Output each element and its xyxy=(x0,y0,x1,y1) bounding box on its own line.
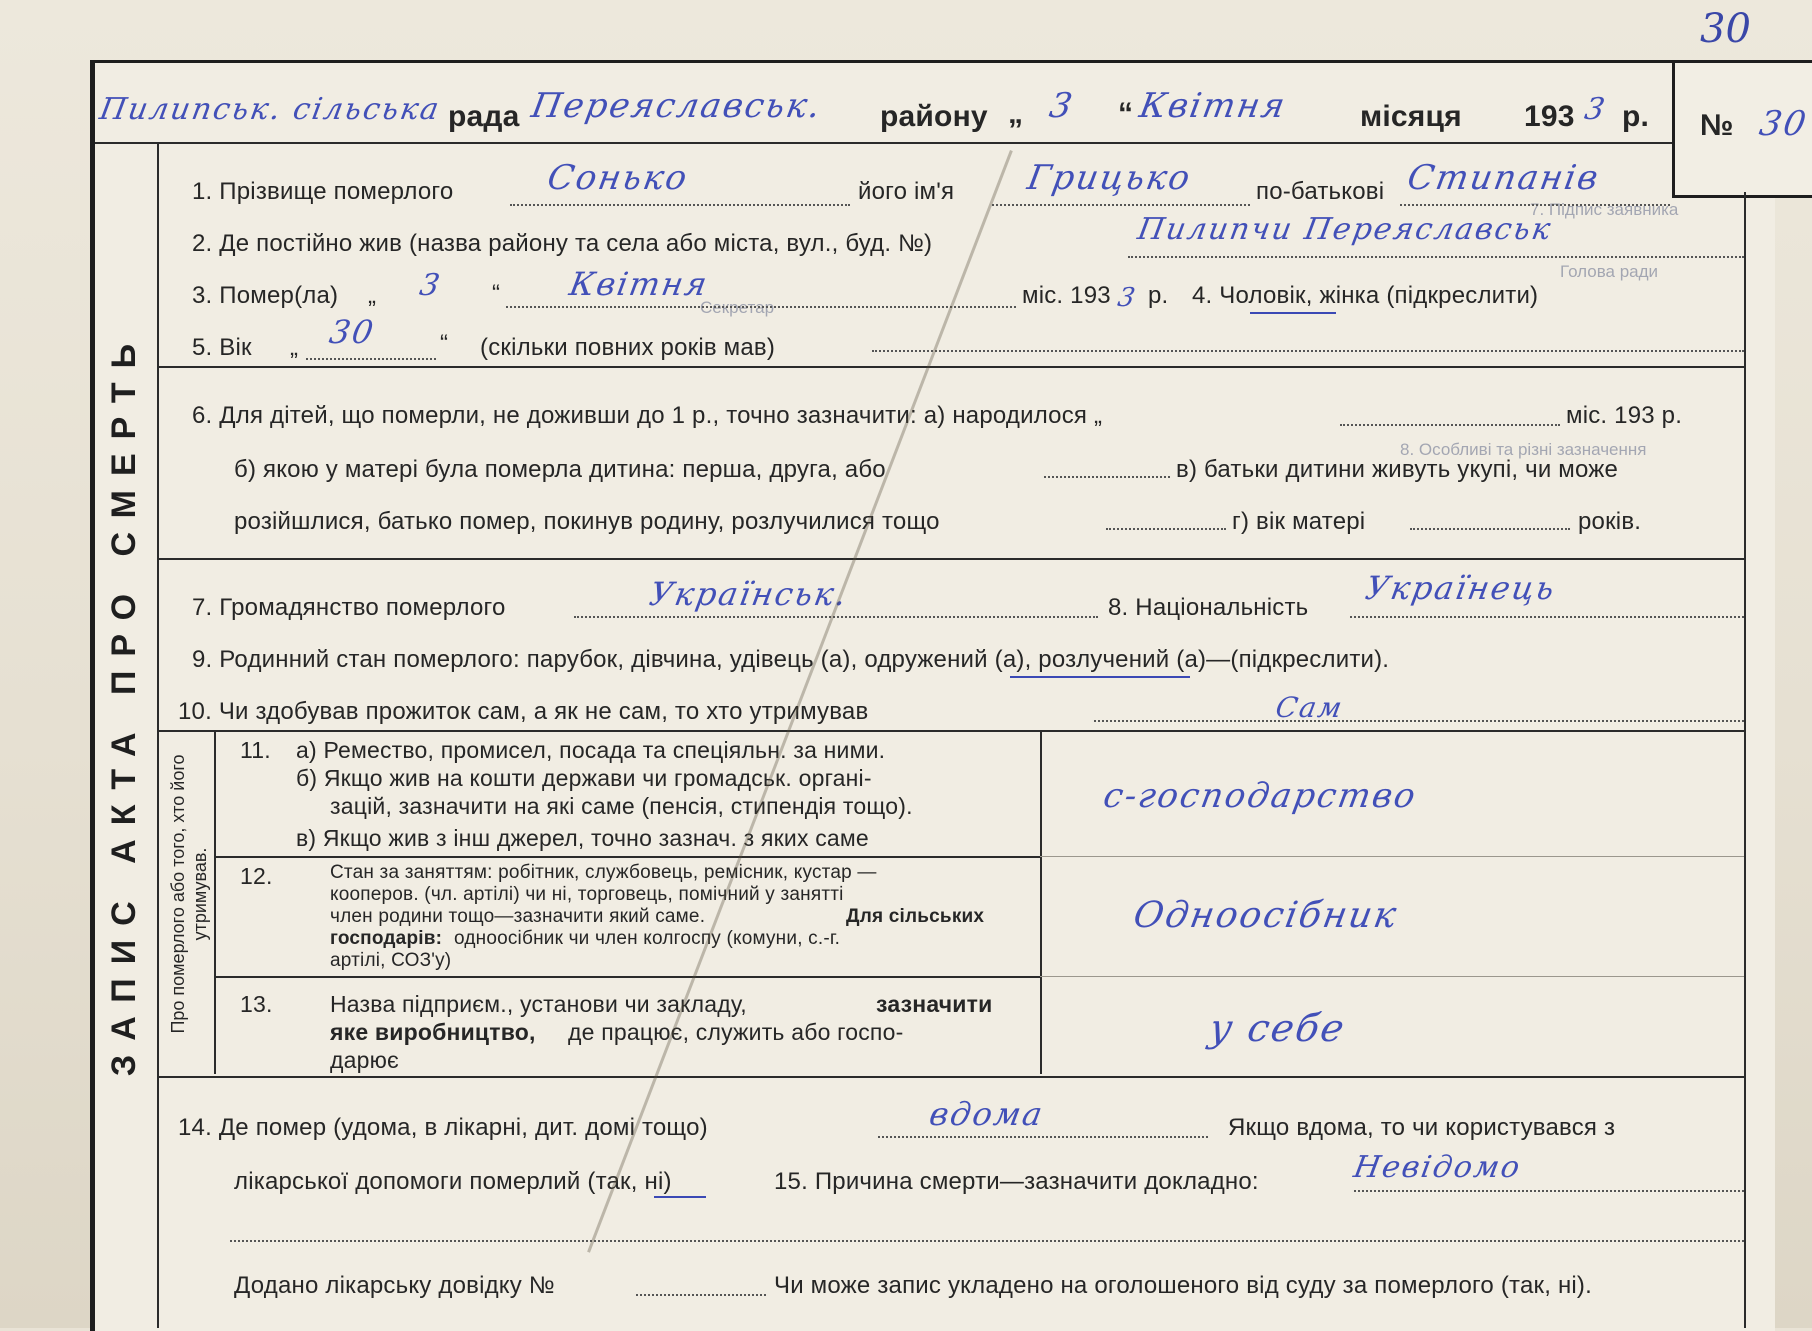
f6-line2-dots xyxy=(1044,476,1170,478)
f5-note-line xyxy=(872,350,1744,352)
f12-value: Одноосібник xyxy=(1130,895,1402,936)
f10-value: Сам xyxy=(1273,691,1347,724)
footer-attached-cert: Додано лікарську довідку № xyxy=(234,1272,555,1299)
f6-line2a: б) якою у матері була померла дитина: перша, друга, або xyxy=(234,456,886,483)
number-label: № xyxy=(1700,109,1734,142)
f12-l3a: член родини тощо—зазначити який саме. xyxy=(330,906,706,927)
f1-name: Грицько xyxy=(1024,158,1195,198)
bleed-text-3: Секретар xyxy=(700,298,775,317)
f3-r: р. xyxy=(1148,282,1169,309)
right-border xyxy=(1744,192,1746,1328)
f11-b2: зацій, зазначити на які саме (пенсія, стипендія тощо). xyxy=(330,793,913,819)
page-number: 30 xyxy=(1700,6,1751,52)
f9-label: 9. Родинний стан померлого: парубок, дівчина, удівець (а), одружений (а), розлучений (а)—(підкреслити). xyxy=(192,646,1390,673)
f5-quote-open: „ xyxy=(290,334,299,361)
f6-line3b: г) вік матері xyxy=(1232,508,1366,535)
f2-line xyxy=(1128,256,1744,258)
f3-label: 3. Помер(ла) xyxy=(192,282,339,309)
f1-name-line xyxy=(992,204,1250,206)
f10-label: 10. Чи здобував прожиток сам, а як не сам, то хто утримував xyxy=(178,698,869,725)
f10-line xyxy=(1094,720,1744,722)
f8-label: 8. Національність xyxy=(1108,594,1309,621)
f11-b1: б) Якщо жив на кошти держави чи громадськ. органі- xyxy=(296,765,872,791)
f5-quote-close: “ xyxy=(440,330,449,357)
f3-day: 3 xyxy=(417,268,445,303)
day-handwritten: 3 xyxy=(1046,86,1078,126)
f5-note: (скільки повних років мав) xyxy=(480,334,776,361)
f6-line3a: розійшлися, батько помер, покинув родину, розлучилися тощо xyxy=(234,508,940,535)
f2-label: 2. Де постійно жив (назва району та села або міста, вул., буд. №) xyxy=(192,230,933,257)
f13-value: у себе xyxy=(1206,1006,1350,1050)
divider-4 xyxy=(159,1076,1744,1078)
f15-line xyxy=(1354,1190,1744,1192)
year-label: 193 xyxy=(1524,100,1575,133)
f14-tail: Якщо вдома, то чи користувався з xyxy=(1228,1114,1616,1141)
bleed-text-4: 8. Особливі та різні зазначення xyxy=(1400,440,1647,459)
f11-num: 11. xyxy=(240,737,271,763)
f12-l4a: господарів: xyxy=(330,928,443,949)
f15-value: Невідомо xyxy=(1351,1150,1525,1185)
f1-patronymic: Стипанів xyxy=(1404,158,1603,198)
f8-line xyxy=(1350,616,1744,618)
rada-label: рада xyxy=(448,100,520,133)
bleed-text-1: 7. Підпис заявника xyxy=(1530,200,1679,219)
f15-label: 15. Причина смерти—зазначити докладно: xyxy=(774,1168,1259,1195)
f6-line3c: років. xyxy=(1578,508,1642,535)
f14-value: вдома xyxy=(926,1095,1048,1133)
month-label: місяця xyxy=(1360,100,1462,133)
f11-c: в) Якщо жив з інш джерел, точно зазнач. з яких саме xyxy=(296,825,869,851)
f11-rule xyxy=(1040,856,1744,857)
subtable-side xyxy=(159,730,214,1074)
f13-l1a: Назва підприєм., установи чи закладу, xyxy=(330,991,747,1017)
f6-line1-end: міс. 193 р. xyxy=(1566,402,1683,429)
f6-line3-dots xyxy=(1106,528,1226,530)
rayon-label: району xyxy=(880,100,988,133)
f4-underline-male xyxy=(1250,312,1336,314)
f3-quote-open: „ xyxy=(368,282,377,309)
subtable-mid-border xyxy=(1040,730,1042,1074)
f2-value: Пилипчи Переяславськ xyxy=(1135,212,1555,247)
side-title: ЗАПИС АКТА ПРО СМЕРТЬ xyxy=(105,329,143,1077)
f12-l2: кооперов. (чл. артілі) чи ні, торговець, помічний у занятті xyxy=(330,884,844,905)
f9-underline-married xyxy=(1010,676,1190,678)
f3-quote-close: “ xyxy=(492,280,501,307)
f3-mis: міс. 193 xyxy=(1022,282,1111,309)
f3-year-digit: 3 xyxy=(1115,283,1140,313)
footer-court-question: Чи може запис укладено на оголошеного від суду за померлого (так, ні). xyxy=(774,1272,1592,1299)
f13-l2a: яке виробництво, xyxy=(330,1019,536,1045)
f14-label: 14. Де помер (удома, в лікарні, дит. домі тощо) xyxy=(178,1114,708,1141)
header-divider xyxy=(95,142,1672,144)
f13-l1b: зазначити xyxy=(876,991,993,1017)
f12-l5: артілі, СОЗ'у) xyxy=(330,950,452,971)
f12-l1: Стан за заняттям: робітник, службовець, ремісник, кустар — xyxy=(330,862,877,883)
f1-surname-line xyxy=(510,204,850,206)
f1-label: 1. Прізвище померлого xyxy=(192,178,454,205)
f11-value: с-господарство xyxy=(1100,776,1421,816)
f13-l3: дарює xyxy=(330,1047,399,1073)
quote-open: „ xyxy=(1008,97,1024,130)
f1-surname: Сонько xyxy=(544,158,692,198)
f12-num: 12. xyxy=(240,863,273,889)
f3-month-line xyxy=(506,306,1016,308)
number-handwritten: 30 xyxy=(1756,104,1811,144)
blank-line xyxy=(230,1240,1744,1242)
f6-mother-age-line xyxy=(1410,528,1570,530)
f11-a: а) Ремество, промисел, посада та спеціяльн. за ними. xyxy=(296,737,886,763)
f6-line1: 6. Для дітей, що померли, не доживши до 1 р., точно зазначити: а) народилося „ xyxy=(192,402,1103,429)
f6-date-line xyxy=(1340,424,1560,426)
divider-12-13 xyxy=(214,976,1040,978)
f3-month: Квітня xyxy=(566,265,712,303)
f7-line xyxy=(574,616,1098,618)
f14-line xyxy=(878,1136,1208,1138)
divider-1 xyxy=(159,366,1744,368)
f14-underline-yes xyxy=(654,1196,706,1198)
f7-value: Українськ. xyxy=(646,575,852,613)
f13-l2b: де працює, служить або госпо- xyxy=(568,1019,904,1045)
footer-cert-line xyxy=(636,1294,766,1296)
divider-2 xyxy=(159,558,1744,560)
f6-line2b: в) батьки дитини живуть укупі, чи може xyxy=(1176,456,1619,483)
f4-label: 4. Чоловік, жінка (підкреслити) xyxy=(1192,282,1539,309)
f5-label: 5. Вік xyxy=(192,334,252,361)
quote-close: “ xyxy=(1118,97,1134,130)
f12-l4b: одноосібник чи член колгоспу (комуни, с.-г. xyxy=(454,928,841,949)
f7-label: 7. Громадянство померлого xyxy=(192,594,506,621)
council-handwritten: Пилипськ. сільська xyxy=(97,92,444,127)
bleed-text-2: Голова ради xyxy=(1560,262,1659,281)
year-digit-handwritten: 3 xyxy=(1582,92,1610,127)
r-label: р. xyxy=(1622,100,1650,133)
side-band xyxy=(95,148,157,1258)
f12-l3b: Для сільських xyxy=(846,906,985,927)
f5-line xyxy=(306,358,436,360)
f14-line2: лікарської допомоги померлий (так, ні) xyxy=(234,1168,672,1195)
f8-value: Українець xyxy=(1362,569,1560,607)
divider-3 xyxy=(159,730,1744,732)
f1-name-label: його ім'я xyxy=(858,178,955,205)
district-handwritten: Переяславськ. xyxy=(528,86,826,126)
f12-rule xyxy=(1040,976,1744,977)
f13-num: 13. xyxy=(240,991,273,1017)
subtable-side-text: Про померлого або того, хто його утримував. xyxy=(168,754,210,1034)
f5-value: 30 xyxy=(326,313,379,351)
divider-11-12 xyxy=(214,856,1040,858)
f1-patronymic-label: по-батькові xyxy=(1256,178,1385,205)
f1-patronymic-line xyxy=(1400,204,1670,206)
month-handwritten: Квітня xyxy=(1136,86,1290,126)
